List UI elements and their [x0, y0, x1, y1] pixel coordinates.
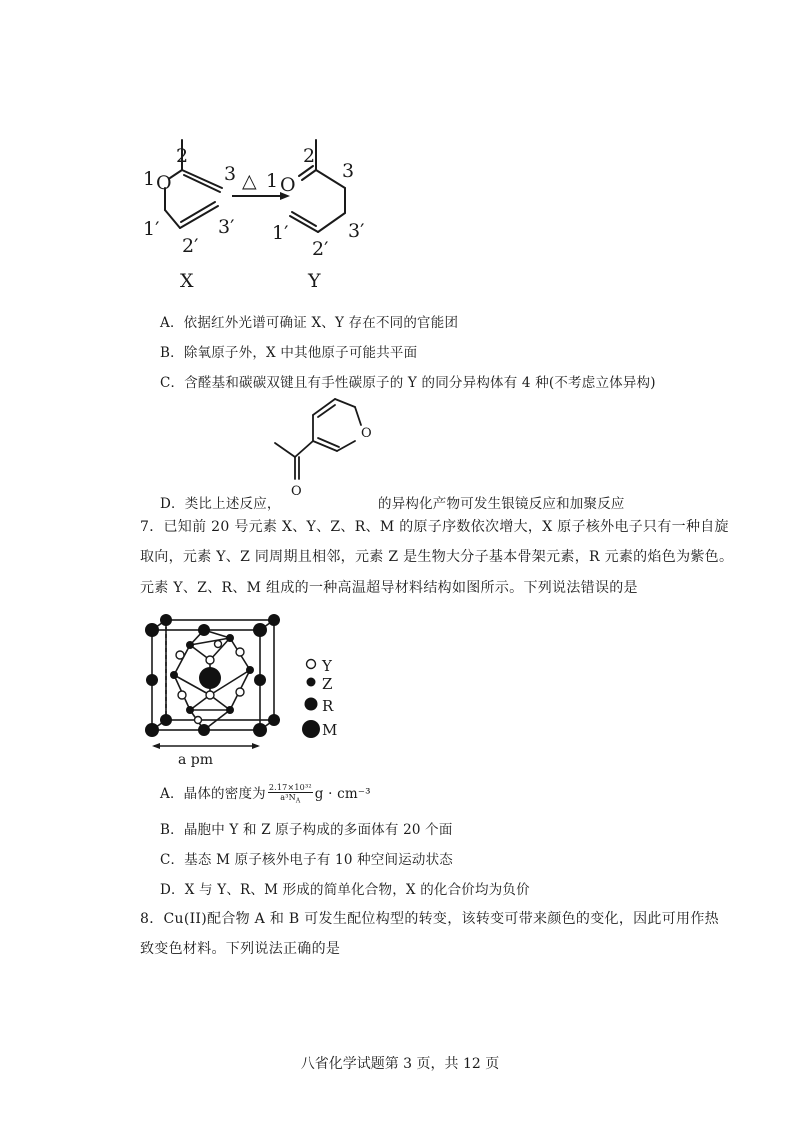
carbonyl-oxygen: O [291, 484, 302, 499]
y-label-2p: 2′ [312, 238, 329, 260]
density-numerator: 2.17×10³² [268, 783, 312, 793]
reaction-scheme [0, 0, 800, 300]
crystal-cell-diagram [140, 600, 290, 775]
y-label-3: 3 [342, 160, 355, 182]
q6-option-a: A．依据红外光谱可确证 X、Y 存在不同的官能团 [160, 315, 459, 331]
q6-option-c: C．含醛基和碳碳双键且有手性碳原子的 Y 的同分异构体有 4 种(不考虑立体异构) [160, 375, 656, 391]
q6-option-b: B．除氧原子外，X 中其他原子可能共平面 [160, 345, 418, 361]
pyran-ketone-structure [255, 385, 385, 500]
q8-line-2: 致变色材料。下列说法正确的是 [140, 941, 341, 957]
q7-option-d: D．X 与 Y、R、M 形成的简单化合物，X 的化合价均为负价 [160, 882, 530, 898]
q7-option-a [160, 782, 371, 806]
q7-line-2: 取向，元素 Y、Z 同周期且相邻，元素 Z 是生物大分子基本骨架元素，R 元素的焰色为紫色。 [140, 549, 734, 565]
x-compound-name: X [180, 270, 194, 292]
pyran-ring-oxygen: O [361, 426, 372, 441]
legend-m: M [322, 721, 338, 739]
q6-option-d-prefix: D．类比上述反应， [160, 496, 281, 512]
x-label-1: 1 [143, 168, 156, 190]
y-compound-name: Y [308, 270, 321, 292]
density-denominator: $a^3N_A$ [280, 793, 301, 805]
x-label-2p: 2′ [182, 235, 199, 257]
q7-line-3: 元素 Y、Z、R、M 组成的一种高温超导材料结构如图所示。下列说法错误的是 [140, 580, 638, 596]
reaction-condition: △ [242, 170, 257, 192]
x-label-1p: 1′ [143, 218, 160, 240]
y-label-2: 2 [303, 145, 316, 167]
density-fraction [268, 783, 313, 806]
legend-z: Z [322, 675, 333, 693]
legend-y: Y [322, 657, 332, 675]
legend-symbols [298, 656, 324, 740]
x-label-2: 2 [176, 145, 189, 167]
y-label-3p: 3′ [348, 220, 365, 242]
y-label-o: O [280, 174, 296, 196]
q7-option-b: B．晶胞中 Y 和 Z 原子构成的多面体有 20 个面 [160, 822, 453, 838]
y-label-1: 1 [266, 170, 279, 192]
q8-line-1: 8．Cu(II)配合物 A 和 B 可发生配位构型的转变，该转变可带来颜色的变化，因此可用作热 [140, 911, 719, 927]
legend-r: R [322, 697, 334, 715]
x-label-3: 3 [224, 163, 237, 185]
q7-option-a-prefix: A．晶体的密度为 [160, 786, 266, 802]
x-label-3p: 3′ [218, 216, 235, 238]
q6-option-d-suffix: 的异构化产物可发生银镜反应和加聚反应 [378, 496, 625, 512]
q7-option-c: C．基态 M 原子核外电子有 10 种空间运动状态 [160, 852, 453, 868]
q7-line-1: 7．已知前 20 号元素 X、Y、Z、R、M 的原子序数依次增大，X 原子核外电子只有一种自旋 [140, 519, 729, 535]
density-unit: g · cm⁻³ [314, 786, 371, 802]
cell-dimension-label: a pm [178, 752, 214, 768]
x-label-o: O [156, 172, 172, 194]
y-label-1p: 1′ [272, 222, 289, 244]
page-footer: 八省化学试题第 3 页，共 12 页 [300, 1056, 500, 1072]
